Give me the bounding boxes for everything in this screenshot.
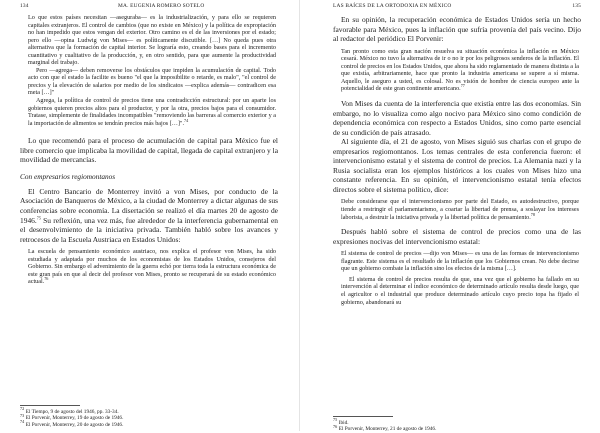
right-running-title: LAS BAÍCES DE LA ORTODOXIA EN MÉXICO — [333, 3, 452, 9]
paragraph-monterrey-bank — [20, 187, 278, 244]
block-quote-interventionism — [333, 199, 581, 222]
continued-quote-2: Pero —agrega— deben removerse los obstáculos que impiden la acumulación de capital. Todo acto con que el estado la facilite es bueno "el que la imposibilite o retarde, es malo", "el control de precios y la elevación de salarios por medio de los sindicatos —explica además— contradicen esa meta […]" — [28, 67, 276, 97]
block-quote-price-control-2: El sistema de control de precios resulta de que, una vez que el gobierno ha fallado en su intervención al determinar el índice económico de determinado artículo resulta desde luego, que el agricultor o el industrial que produce determinado artículo cuyo precio topa ha fijado el gobierno, abandonará su — [341, 276, 579, 306]
continued-quote-3 — [20, 98, 278, 128]
left-page-number: 134 — [20, 3, 29, 9]
footnote-75: $^{75}$Ibid. — [333, 417, 349, 426]
paragraph-monterrey-rest: Su reflexión, una vez más, fue alrededor de la interferencia gubernamental en el desenvolvimiento de la iniciativa privada. También habló sobre los avances y retrocesos de la Escuela Austriaca en Estados Unidos: — [20, 215, 278, 244]
footnote-ref-75: 75 — [36, 215, 41, 221]
block-quote-price-control-1: El sistema de control de precios —dijo von Mises— es una de las formas de intervencionismo flagrante. Este sistema es el resultado de la inflación que los Gobiernos crean. No debe decirse que un gobierno combate la inflación sino los efectos de la misma […]. — [341, 251, 579, 273]
paragraph-monterrey-text: El Centro Bancario de Monterrey invitó a von Mises, por conducto de la Asociación de Banqueros de México, a la ciudad de Monterrey a dictar algunas de sus conferencias sobre economía. La disertación se realizó el día martes 20 de agosto de 1946. — [20, 186, 278, 225]
footnote-73: $^{73}$El Porvenir, Monterrey, 19 de agosto de 1946. — [20, 412, 124, 422]
paragraph-interference: Von Mises da cuenta de la interferencia que existía entre las dos economías. Sin embargo, no lo visualiza como algo nocivo para México sino como condición de dependencia económica con respecto a Estados Unidos, sino como parte esencial de su condición de país atrasado. — [333, 98, 581, 137]
right-footnotes — [333, 410, 581, 433]
right-running-header — [333, 3, 581, 13]
block-quote-austrian-text: La escuela de pensamiento económico austriaco, nos explica el profesor von Mises, ha sido estudiada y adaptada por muchos de los economistas de los Estados Unidos, consejeros del Gobierno. Sin embargo el advenimiento de la guerra echó por tierra toda la estructura económica de este gran país en que al decir del profesor von Mises, pronto se recuperará de su estado económico actual. — [28, 249, 276, 286]
paragraph-capital-accumulation: Lo que recomendó para el proceso de acumulación de capital para México fue el libre comercio que implicaba la movilidad de capital, llegada de capital extranjero y la movilidad de mercancías. — [20, 136, 278, 165]
right-page-body — [333, 15, 581, 307]
footnote-72: $^{72}$El Tiempo, 9 de agosto del 1946, pp. 33-34. — [20, 406, 119, 415]
right-page — [300, 0, 600, 431]
block-quote-interventionism-text: Debe considerarse que el intervencionismo por parte del Estado, es autodestructivo, porque tiende a restringir el parlamentarismo, a coartar la libertad de prensa, a soslayar los intereses laborista, a destruir la iniciativa privada y la libertad política de pensamiento. — [341, 199, 579, 221]
section-subheading: Con empresarios regiomontanos — [20, 171, 116, 181]
left-footnotes — [20, 399, 278, 428]
continued-quote-3-text: Agrega, la política de control de precios tiene una contradicción estructural: por un aparte los gobiernos quieren precios altos para el productor, y por la otra, precios bajos para el consumidor. Tratase, simplemente de finalidades incompatibles "removiendo las barreras al comercio exterior y a la importación de alimentos se tendrán precios más bajos […]". — [28, 98, 276, 127]
left-page-body — [20, 15, 278, 287]
left-page — [0, 0, 299, 431]
block-quote-austrian-school — [20, 249, 278, 287]
footnote-rule — [333, 416, 393, 417]
footnote-ref-76: 76 — [44, 276, 49, 282]
footnote-76: $^{76}$El Porvenir, Monterrey, 21 de agosto de 1946. — [333, 423, 437, 433]
left-running-title: MA. EUGENIA ROMERO SOTELO — [118, 3, 205, 9]
left-running-header — [20, 3, 278, 13]
right-page-number: 135 — [572, 3, 581, 9]
continued-quote: Lo que estos países necesitan —aseguraba— es la industrialización, y para ello se requieren capitales extranjeros. El control de cambios (que no existe en México) y la política de expropiación no han impedido que estos vengan del exterior. Otro camino es el de las inversiones por el estado; pero ello —opina Ludwig von Mises— es políticamente discutible. […] No queda pues otra alternativa que la formación de capital interior. Se lograría esto, creando bases para el incremento cuantitativo y cualitativo de la producción, y, en otro sentido, para que aumente la productividad marginal del trabajo. — [28, 15, 276, 67]
footnote-ref-74: 74 — [183, 117, 189, 123]
paragraph-price-control: Después habló sobre el sistema de control de precios como una de las expresiones nocivas del intervencionismo estatal: — [333, 227, 581, 246]
footnote-74: $^{74}$El Porvenir, Monterrey, 20 de agosto de 1946. — [20, 419, 124, 428]
footnote-rule — [20, 405, 80, 406]
footnote-ref-77: 77 — [460, 83, 465, 89]
footnote-ref-78: 78 — [530, 211, 535, 217]
block-quote-inflation — [333, 49, 581, 94]
block-quote-inflation-text: Tan pronto como esta gran nación resuelva su situación económica la inflación en México cesará. México no tuvo la alternativa de ir o no ir por los peligrosos senderos de la inflación. El control de precios en los Estados Unidos, que ahora ha sido reglamentado de manera distinta a la que existía, arbitrariamente, hace que pronto la industria americana se supere a sí misma. Aquello, le aseguro a usted, es colosal. No es visión de hombre de ciencia europeo ante la potencialidad de este gran continente americano. — [341, 48, 579, 93]
paragraph-us-recovery: En su opinión, la recuperación económica de Estados Unidos sería un hecho favorable para México, pues la inflación que sufría provenía del país vecino. Dijo al redactor del periódico El Porvenir: — [333, 15, 581, 44]
paragraph-august-21: Al siguiente día, el 21 de agosto, von Mises siguió sus charlas con el grupo de empresarios regiomontanos. Los temas centrales de esta conferencia fueron: el intervencionismo estatal y el sistema de control de precios. La Alemania nazi y la Rusia socialista eran los ejemplos históricos a los cuales von Mises hizo una constante referencia. En su opinión, el intervencionismo estatal tenía efectos directos sobre el sistema político, dice: — [333, 137, 581, 194]
